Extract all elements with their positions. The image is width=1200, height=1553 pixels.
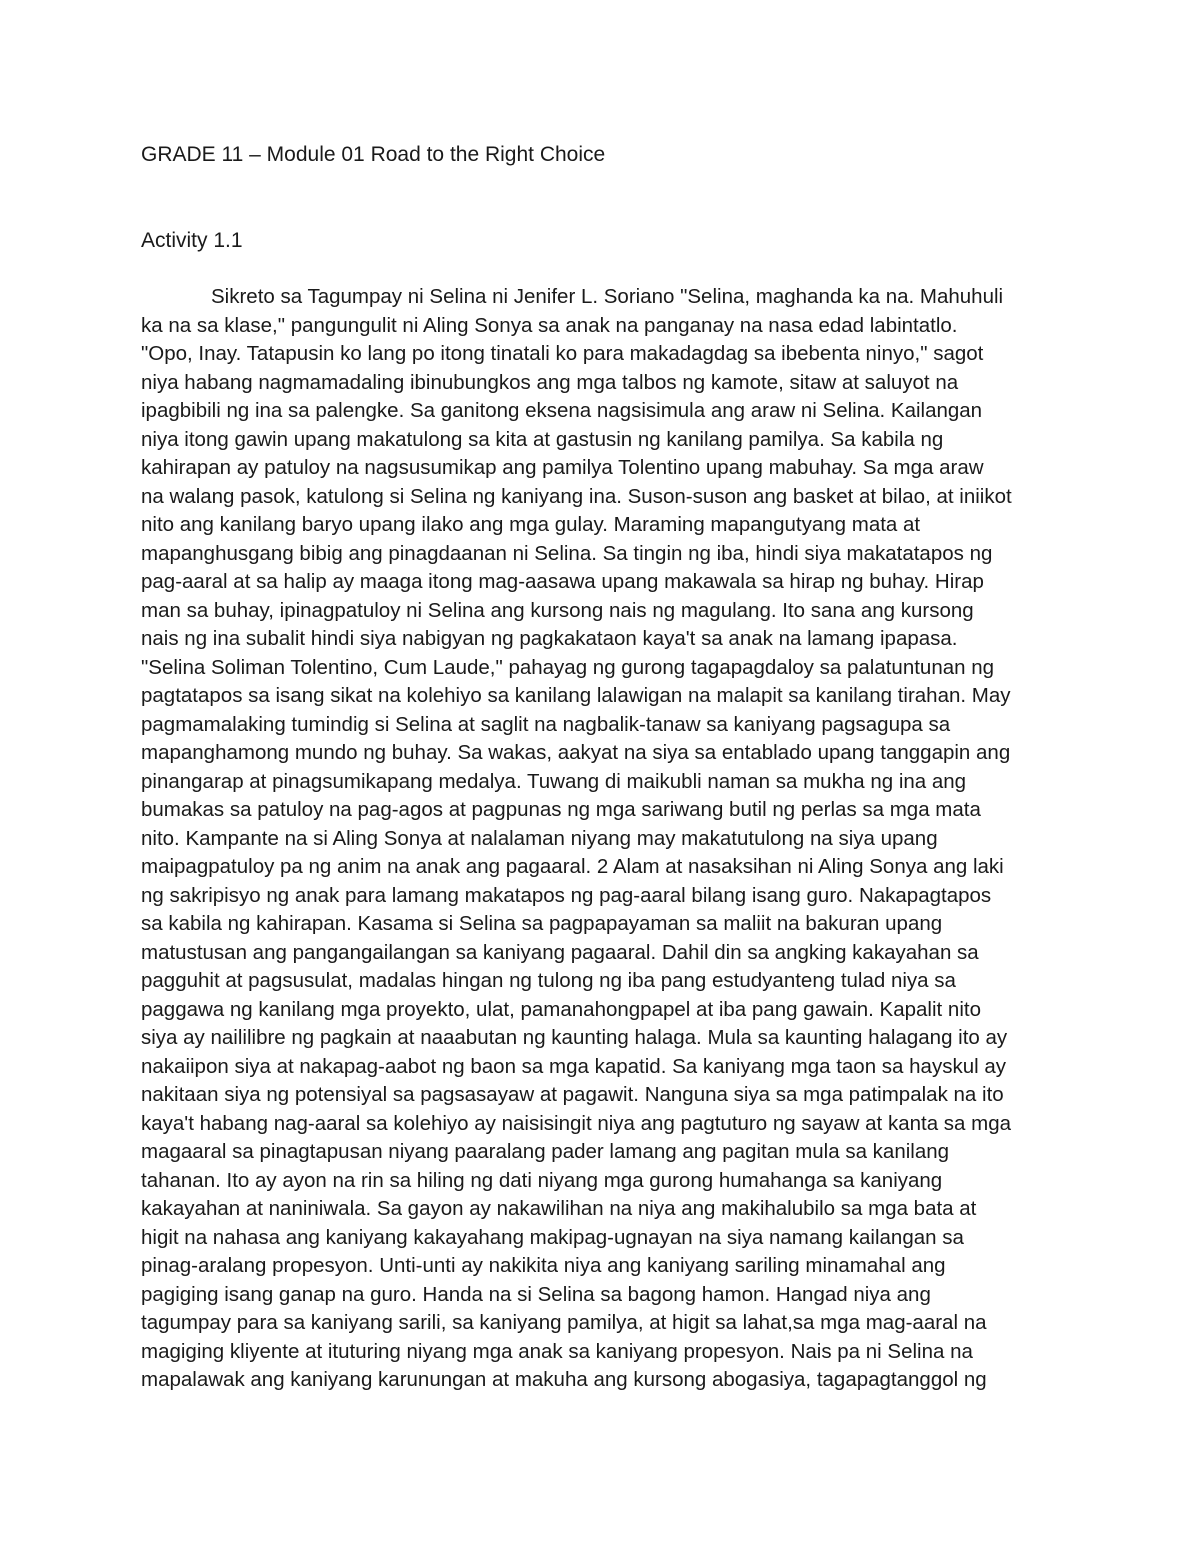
paragraph-line: sa kabila ng kahirapan. Kasama si Selina sa pagpapayaman sa maliit na bakuran upang [141,912,943,935]
paragraph-line: pag-aaral at sa halip ay maaga itong mag-aasawa upang makawala sa hirap ng buhay. Hirap [141,570,984,593]
story-paragraph [141,283,1081,1395]
paragraph-line: kaya't habang nag-aaral sa kolehiyo ay naisisingit niya ang pagtuturo ng sayaw at kanta sa mga [141,1111,1012,1135]
paragraph-line: nito ang kanilang baryo upang ilako ang mga gulay. Maraming mapangutyang mata at [141,513,921,536]
paragraph-line: pagiging isang ganap na guro. Handa na si Selina sa bagong hamon. Hangad niya ang [141,1282,931,1306]
document-title: GRADE 11 – Module 01 Road to the Right Choice [141,143,606,166]
paragraph-line: ka na sa klase," pangungulit ni Aling Sonya sa anak na panganay na nasa edad labintatlo. [141,313,958,337]
paragraph-line: kakayahan at naniniwala. Sa gayon ay nakawilihan na niya ang makihalubilo sa mga bata at [141,1197,977,1220]
paragraph-line: "Selina Soliman Tolentino, Cum Laude," pahayag ng gurong tagapagdaloy sa palatuntunan ng [141,655,995,679]
paragraph-line: na walang pasok, katulong si Selina ng kaniyang ina. Suson-suson ang basket at bilao, at iniikot [141,484,1012,508]
paragraph-line: ipagbibili ng ina sa palengke. Sa ganitong eksena nagsisimula ang araw ni Selina. Kailangan [141,399,983,422]
paragraph-line: pagguhit at pagsusulat, madalas hingan ng tulong ng iba pang estudyanteng tulad niya sa [141,969,956,992]
paragraph-line: pagmamalaking tumindig si Selina at saglit na nagbalik-tanaw sa kaniyang pagsagupa sa [141,712,951,736]
paragraph-line: niya habang nagmamadaling ibinubungkos ang mga talbos ng kamote, sitaw at saluyot na [141,370,959,394]
paragraph-line: magaaral sa pinagtapusan niyang paaralang pader lamang ang pagitan mula sa kanilang [141,1140,950,1163]
paragraph-line: higit na nahasa ang kaniyang kakayahang makipag-ugnayan na siya namang kailangan sa [141,1225,964,1249]
paragraph-line: mapanghusgang bibig ang pinagdaanan ni Selina. Sa tingin ng iba, hindi siya makatatapos ng [141,541,993,565]
paragraph-line: mapalawak ang kaniyang karunungan at makuha ang kursong abogasiya, tagapagtanggol ng [141,1368,987,1391]
paragraph-line: tagumpay para sa kaniyang sarili, sa kaniyang pamilya, at higit sa lahat,sa mga mag-aaral na [141,1311,987,1334]
paragraph-line: nakaiipon siya at nakapag-aabot ng baon sa mga kapatid. Sa kaniyang mga taon sa hayskul ay [141,1054,1006,1078]
activity-heading: Activity 1.1 [141,229,243,252]
paragraph-line: pinangarap at pinagsumikapang medalya. Tuwang di maikubli naman sa mukha ng ina ang [141,769,967,793]
paragraph-line: pinag-aralang propesyon. Unti-unti ay nakikita niya ang kaniyang sariling minamahal ang [141,1254,946,1277]
paragraph-line: siya ay naililibre ng pagkain at naaabutan ng kaunting halaga. Mula sa kaunting halagang ito ay [141,1026,1008,1049]
paragraph-line: ng sakripisyo ng anak para lamang makatapos ng pag-aaral bilang isang guro. Nakapagtapos [141,883,992,907]
paragraph-line: nito. Kampante na si Aling Sonya at nalalaman niyang may makatutulong na siya upang [141,826,938,850]
paragraph-line: paggawa ng kanilang mga proyekto, ulat, pamanahongpapel at iba pang gawain. Kapalit nito [141,997,981,1021]
paragraph-line: Sikreto sa Tagumpay ni Selina ni Jenifer L. Soriano "Selina, maghanda ka na. Mahuhuli [211,285,1004,308]
paragraph-line: tahanan. Ito ay ayon na rin sa hiling ng dati niyang mga gurong humahanga sa kaniyang [141,1168,943,1192]
paragraph-line: mapanghamong mundo ng buhay. Sa wakas, aakyat na siya sa entablado upang tanggapin ang [141,741,1011,764]
paragraph-line: "Opo, Inay. Tatapusin ko lang po itong tinatali ko para makadagdag sa ibebenta ninyo," sagot [141,342,984,365]
paragraph-line: man sa buhay, ipinagpatuloy ni Selina ang kursong nais ng magulang. Ito sana ang kursong [141,598,974,622]
paragraph-line: maipagpatuloy pa ng anim na anak ang pagaaral. 2 Alam at nasaksihan ni Aling Sonya ang laki [141,855,1004,878]
paragraph-line: bumakas sa patuloy na pag-agos at pagpunas ng mga sariwang butil ng perlas sa mga mata [141,798,981,821]
paragraph-line: niya itong gawin upang makatulong sa kita at gastusin ng kanilang pamilya. Sa kabila ng [141,427,944,451]
paragraph-line: matustusan ang pangangailangan sa kaniyang pagaaral. Dahil din sa angking kakayahan sa [141,940,979,964]
paragraph-line: nakitaan siya ng potensiyal sa pagsasayaw at pagawit. Nanguna siya sa mga patimpalak na ito [141,1083,1004,1106]
paragraph-line: kahirapan ay patuloy na nagsusumikap ang pamilya Tolentino upang mabuhay. Sa mga araw [141,456,984,479]
paragraph-line: nais ng ina subalit hindi siya nabigyan ng pagkakataon kaya't sa anak na lamang ipapasa. [141,627,958,650]
paragraph-line: pagtatapos sa isang sikat na kolehiyo sa kanilang lalawigan na malapit sa kanilang tirahan. May [141,684,1011,707]
paragraph-line: magiging kliyente at ituturing niyang mga anak sa kaniyang propesyon. Nais pa ni Selina na [141,1339,973,1363]
